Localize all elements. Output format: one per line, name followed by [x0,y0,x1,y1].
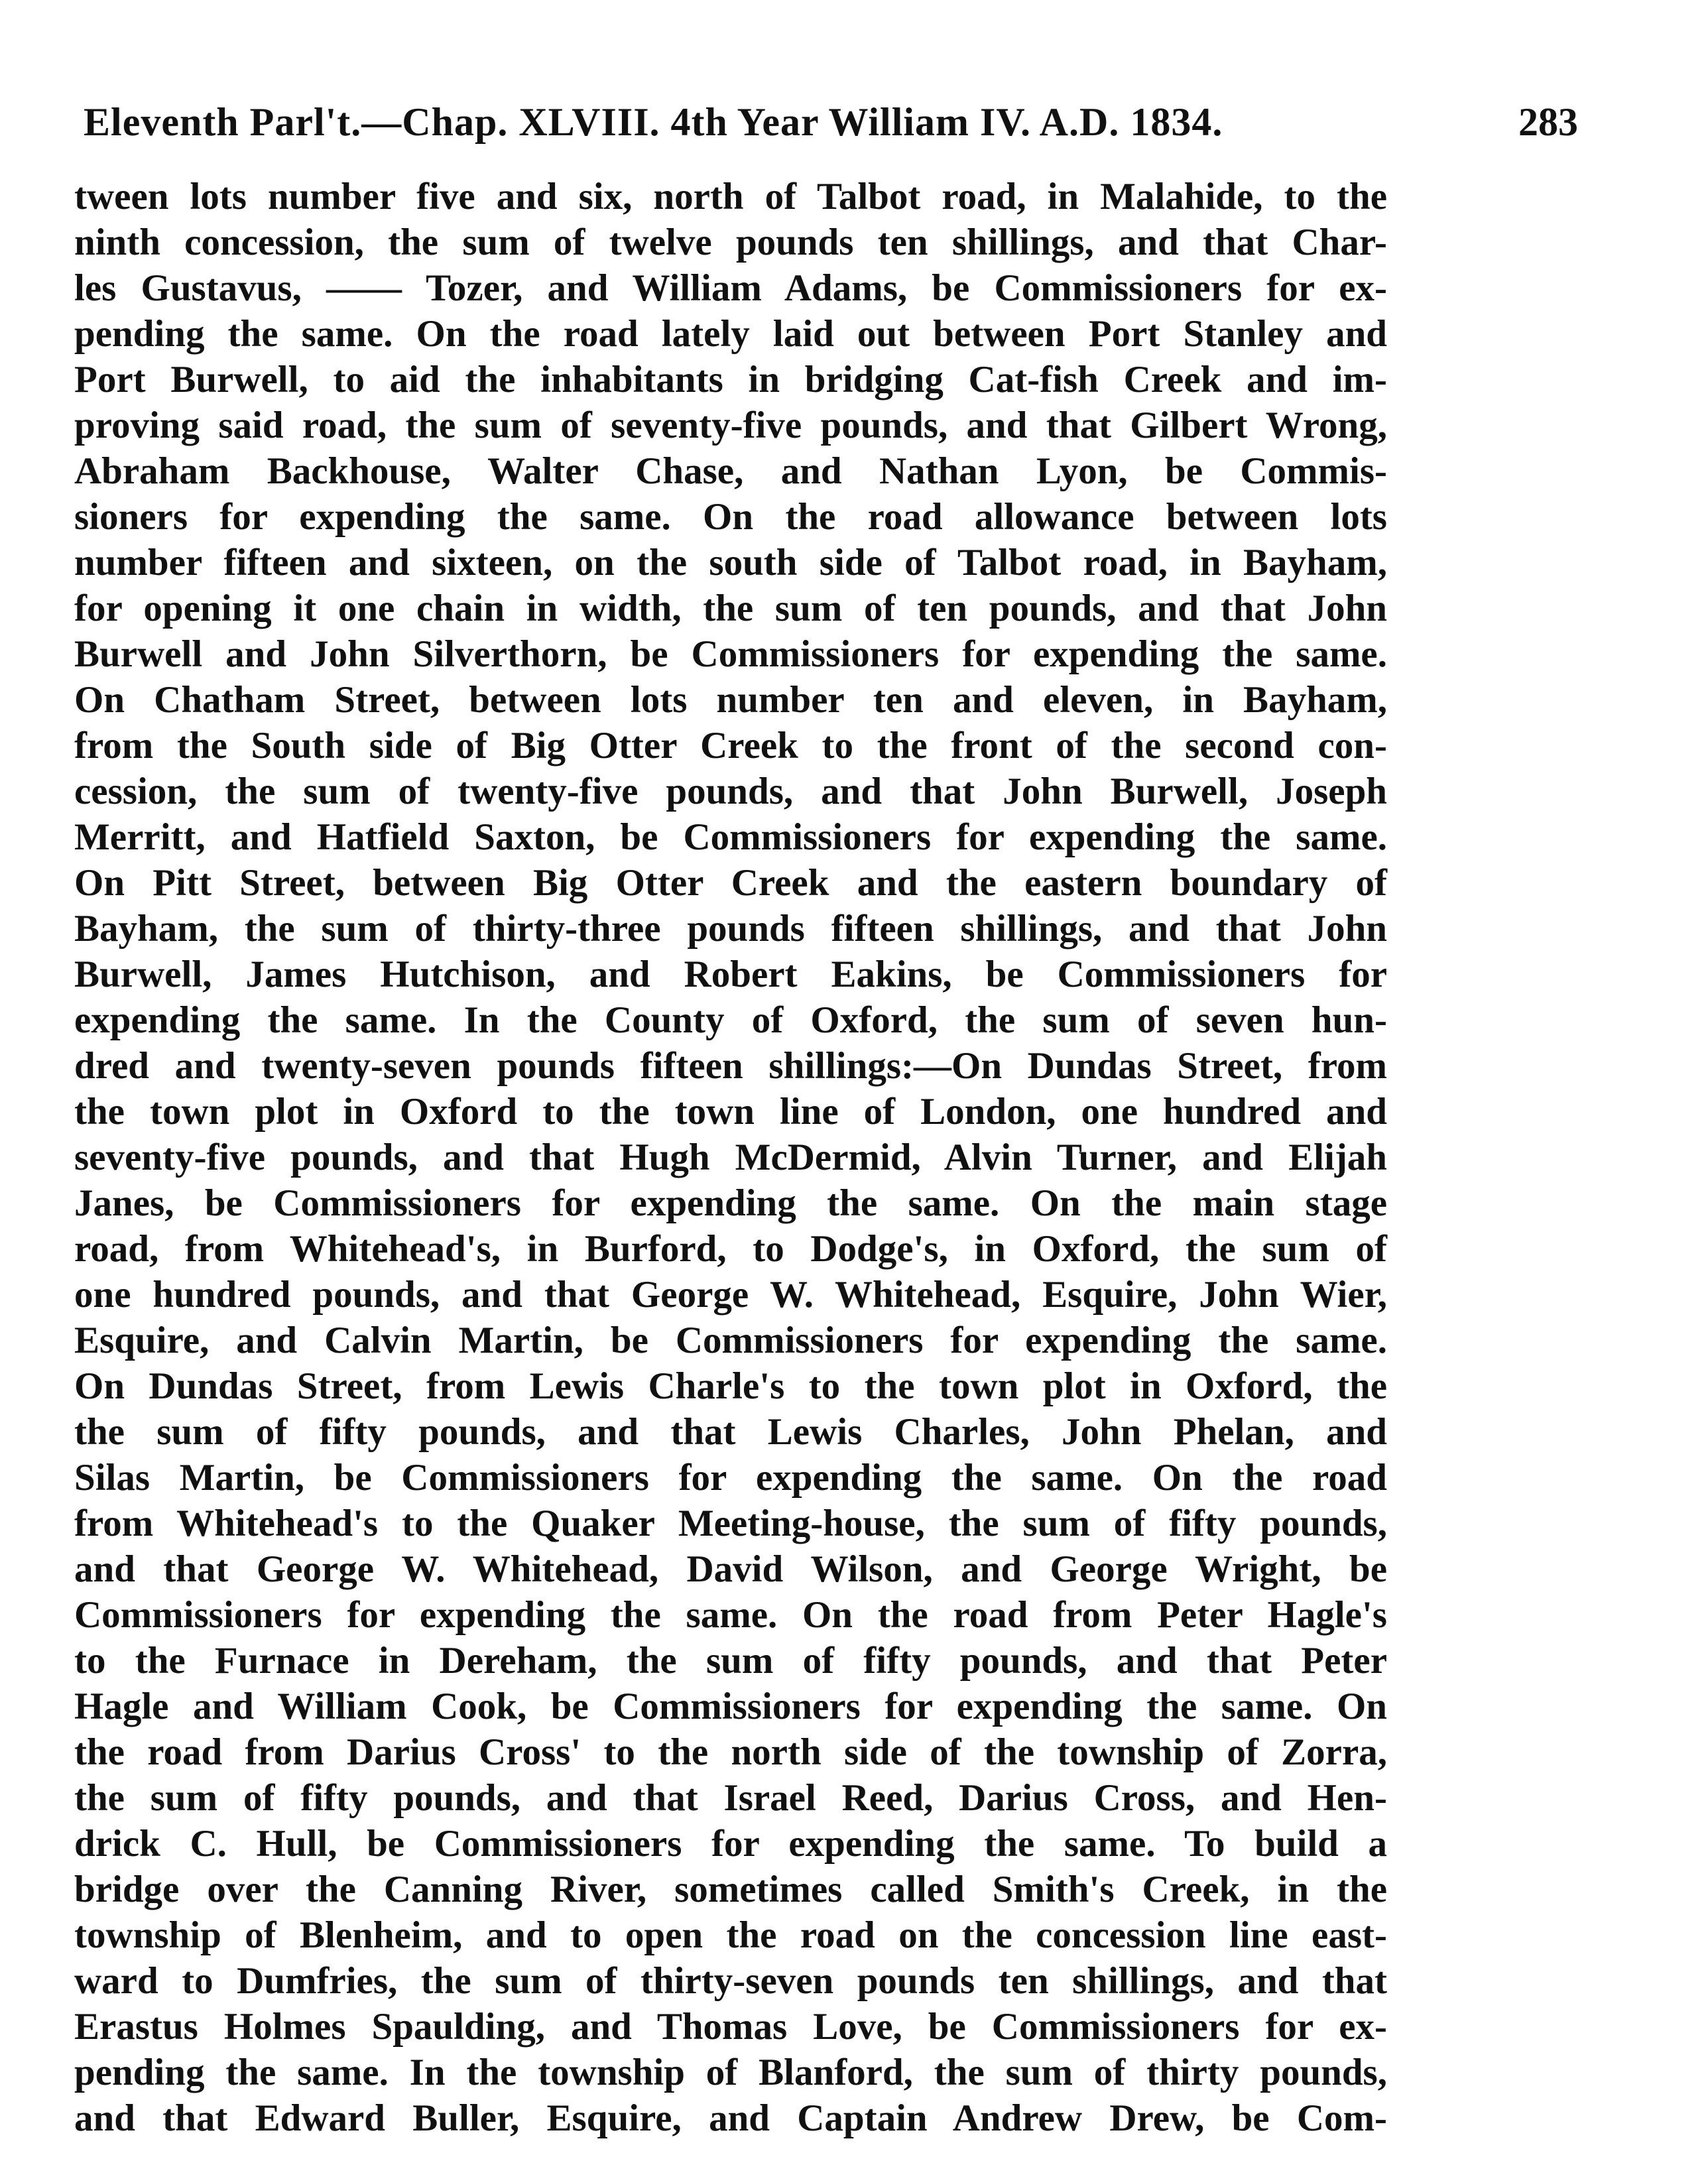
text-line: from Whitehead's to the Quaker Meeting-house, the sum of fifty pounds, [74,1503,1387,1544]
text-line: pending the same. On the road lately laid out between Port Stanley and [74,313,1387,355]
running-head: Eleventh Parl't.—Chap. XLVIII. 4th Year William IV. A.D. 1834. [84,100,1223,144]
body-text [74,174,1387,2141]
text-line: cession, the sum of twenty-five pounds, and that John Burwell, Joseph [74,770,1387,812]
text-line: Burwell and John Silverthorn, be Commissioners for expending the same. [74,633,1387,675]
text-line: On Dundas Street, from Lewis Charle's to the town plot in Oxford, the [74,1365,1387,1407]
text-line: Bayham, the sum of thirty-three pounds fifteen shillings, and that John [74,908,1387,950]
text-line: seventy-five pounds, and that Hugh McDermid, Alvin Turner, and Elijah [74,1137,1387,1178]
text-line: Silas Martin, be Commissioners for expending the same. On the road [74,1457,1387,1499]
text-line: sioners for expending the same. On the road allowance between lots [74,496,1387,538]
text-line: and that Edward Buller, Esquire, and Captain Andrew Drew, be Com- [74,2097,1387,2139]
page-number: 283 [1518,100,1578,144]
text-line: the sum of fifty pounds, and that Lewis Charles, John Phelan, and [74,1411,1387,1453]
text-line: expending the same. In the County of Oxford, the sum of seven hun- [74,999,1387,1041]
text-line: Burwell, James Hutchison, and Robert Eakins, be Commissioners for [74,954,1387,995]
text-line: dred and twenty-seven pounds fifteen shillings:—On Dundas Street, from [74,1045,1387,1087]
text-line: Port Burwell, to aid the inhabitants in bridging Cat-fish Creek and im- [74,359,1387,401]
text-line: proving said road, the sum of seventy-five pounds, and that Gilbert Wrong, [74,404,1387,446]
text-line: Abraham Backhouse, Walter Chase, and Nathan Lyon, be Commis- [74,450,1387,492]
text-line: tween lots number five and six, north of Talbot road, in Malahide, to the [74,176,1387,217]
text-line: Hagle and William Cook, be Commissioners for expending the same. On [74,1686,1387,1727]
text-line: bridge over the Canning River, sometimes called Smith's Creek, in the [74,1869,1387,1910]
text-line: On Pitt Street, between Big Otter Creek and the eastern boundary of [74,862,1387,904]
text-line: for opening it one chain in width, the sum of ten pounds, and that John [74,587,1387,629]
text-line: Janes, be Commissioners for expending the same. On the main stage [74,1182,1387,1224]
text-line: Merritt, and Hatfield Saxton, be Commissioners for expending the same. [74,816,1387,858]
text-line: to the Furnace in Dereham, the sum of fifty pounds, and that Peter [74,1640,1387,1682]
text-line: township of Blenheim, and to open the road on the concession line east- [74,1914,1387,1956]
text-line: the road from Darius Cross' to the north side of the township of Zorra, [74,1731,1387,1773]
text-line: ninth concession, the sum of twelve pounds ten shillings, and that Char- [74,221,1387,263]
text-line: ward to Dumfries, the sum of thirty-seven pounds ten shillings, and that [74,1960,1387,2002]
text-line: Erastus Holmes Spaulding, and Thomas Love, be Commissioners for ex- [74,2006,1387,2048]
text-line: from the South side of Big Otter Creek to the front of the second con- [74,725,1387,767]
text-line: On Chatham Street, between lots number ten and eleven, in Bayham, [74,679,1387,721]
text-line: the sum of fifty pounds, and that Israel Reed, Darius Cross, and Hen- [74,1777,1387,1819]
text-line: the town plot in Oxford to the town line of London, one hundred and [74,1091,1387,1133]
text-line: number fifteen and sixteen, on the south side of Talbot road, in Bayham, [74,542,1387,584]
text-line: one hundred pounds, and that George W. Whitehead, Esquire, John Wier, [74,1274,1387,1316]
text-line: road, from Whitehead's, in Burford, to Dodge's, in Oxford, the sum of [74,1228,1387,1270]
text-line: drick C. Hull, be Commissioners for expending the same. To build a [74,1823,1387,1865]
text-line: les Gustavus, —— Tozer, and William Adams, be Commissioners for ex- [74,267,1387,309]
text-line: pending the same. In the township of Blanford, the sum of thirty pounds, [74,2052,1387,2093]
text-line: Esquire, and Calvin Martin, be Commissioners for expending the same. [74,1320,1387,1361]
text-line: and that George W. Whitehead, David Wilson, and George Wright, be [74,1548,1387,1590]
text-line: Commissioners for expending the same. On the road from Peter Hagle's [74,1594,1387,1636]
